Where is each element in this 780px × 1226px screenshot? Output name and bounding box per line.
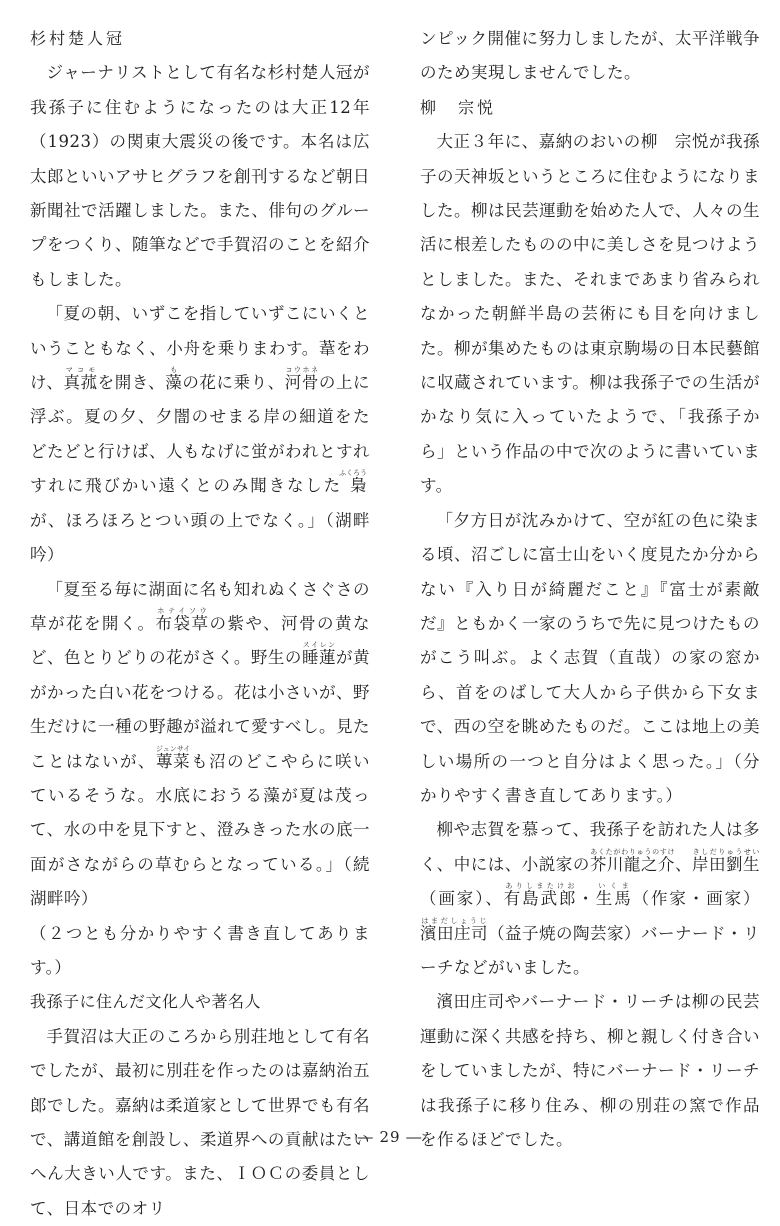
- quote-word-ashi: 葦: [318, 338, 336, 358]
- para-text: 、: [674, 854, 692, 874]
- paragraph-sugimura-intro: ジャーナリストとして有名な杉村楚人冠が我孫子に住むようになったのは大正12年（1923）の関東大震災の後です。本名は広太郎といいアサヒグラフを創刊するなど朝日新聞社で活躍しました。また、俳句のグループをつくり、随筆などで手賀沼のことを紹介もしました。: [30, 63, 370, 289]
- ruby-akutagawa: [589, 847, 675, 874]
- ruby-reading: ホテイソウ: [155, 606, 209, 615]
- ruby-base: 梟: [339, 476, 367, 496]
- paragraph-yanagi: 大正３年に、嘉納のおいの柳 宗悦が我孫子の天神坂というところに住むようになりました。柳は民芸運動を始めた人で、人々の生活に根差したものの中に美しさを見つけようとしました。また、それまであまり省みられなかった朝鮮半島の芸術にも目を向けました。柳が集めたものは東京駒場の日本民藝館に収蔵されています。柳は我孫子での生活がかなり気に入っていたようで、「我孫子から」という作品の中で次のように書いています。: [420, 132, 760, 496]
- para-text: （作家・画家）: [632, 889, 761, 909]
- ruby-hamada: [420, 916, 488, 943]
- quote-zoku-kohangin: [30, 573, 370, 917]
- ruby-ikuma: [595, 882, 633, 909]
- quote-abiko-kara: [420, 504, 760, 814]
- ruby-reading: も: [165, 366, 183, 375]
- ruby-reading: ありしまたけお: [503, 882, 576, 891]
- ruby-kishida: [691, 847, 761, 874]
- ruby-reading: はまだしょうじ: [420, 916, 488, 925]
- page-number: ― 29 ―: [357, 1128, 423, 1146]
- heading-yanagi: 柳 宗悦: [420, 97, 497, 117]
- note-rewritten: （分かりやすく書き直してあります。）: [420, 751, 761, 805]
- ruby-base: 睡蓮: [301, 648, 336, 668]
- ruby-base: 真菰: [63, 373, 98, 393]
- ruby-base: 蓴菜: [155, 751, 191, 771]
- ruby-base: 岸田劉生: [691, 854, 761, 874]
- quote-text: 「夏至る毎に湖面に名も知れぬくさぐさの草が花を開く。: [30, 579, 370, 633]
- ruby-base: 生馬: [595, 889, 633, 909]
- ruby-reading: ふくろう: [339, 469, 367, 478]
- ruby-reading: コウホネ: [284, 366, 319, 375]
- quote-text: 「夏の朝、いずこを指していずこにいくということもなく、小舟を乗りまわす。: [30, 304, 370, 358]
- right-column: [420, 22, 760, 1157]
- ruby-makomo: [63, 366, 98, 393]
- ruby-reading: スイレン: [301, 641, 336, 650]
- left-column: [30, 22, 370, 1226]
- quote-text: を開き、: [97, 373, 166, 393]
- quote-text: の花に乗り、: [182, 373, 285, 393]
- ruby-base: 布袋草: [155, 613, 210, 633]
- para-text: 柳や志賀を慕って、我孫子を訪れた人は多く、中には、小説家の: [420, 820, 760, 874]
- ruby-hoteisou: [155, 606, 210, 633]
- ruby-fukurou: [339, 469, 367, 496]
- ruby-base: 有島武郎: [503, 889, 578, 909]
- paragraph-leach: 濱田庄司やバーナード・リーチは柳の民芸運動に深く共感を持ち、柳と親しく付き合いをしていましたが、特にバーナード・リーチは我孫子に移り住み、柳の別荘の窯で作品を作るほどでした。: [420, 992, 760, 1149]
- para-text: （益子焼の陶芸家）バーナード・リーチなどがいました。: [420, 923, 760, 977]
- ruby-reading: いくま: [595, 882, 632, 891]
- ruby-junsai: [155, 744, 191, 771]
- para-text: （画家）、: [420, 889, 504, 909]
- paragraph-visitors: [420, 813, 760, 985]
- quote-text: が黄がかった白い花をつける。花は小さいが、野生だけに一種の野趣が溢れて愛すべし。見たことはないが、: [30, 648, 371, 771]
- ruby-reading: ジュンサイ: [155, 744, 191, 753]
- ruby-suiren: [301, 641, 336, 668]
- ruby-base: 芥川龍之介: [589, 854, 675, 874]
- quote-text: が、ほろほろとつい頭の上でなく。」（湖畔吟）: [30, 510, 370, 565]
- ruby-base: 濱田庄司: [420, 923, 488, 943]
- ruby-arishima: [503, 882, 578, 909]
- heading-cultural-figures: 我孫子に住んだ文化人や著名人: [30, 992, 262, 1012]
- ruby-base: 河骨: [284, 373, 319, 393]
- paragraph-kano-continued: ンピック開催に努力しましたが、太平洋戦争のため実現しませんでした。: [420, 29, 760, 83]
- heading-sugimura: 杉村楚人冠: [30, 29, 126, 48]
- quote-kohangin: [30, 297, 370, 572]
- para-text: ・: [577, 889, 596, 909]
- ruby-reading: マコモ: [63, 366, 98, 375]
- ruby-reading: あくたがわりゅうのすけ: [589, 847, 675, 856]
- ruby-base: 藻: [165, 373, 183, 393]
- quote-text: の上に浮ぶ。夏の夕、夕闇のせまる岸の細道をたどたどと行けば、人もなげに蛍がわれとすれすれに飛びかい遠くとのみ聞きなした: [30, 373, 371, 496]
- ruby-mo: [165, 366, 183, 393]
- note-rewritten-both: （２つとも分かりやすく書き直してあります。）: [30, 923, 370, 977]
- quote-text: の紫や、河骨の黄など、色とりどりの花がさく。野生の: [30, 613, 371, 668]
- ruby-kouhone: [284, 366, 319, 393]
- paragraph-kano: 手賀沼は大正のころから別荘地として有名でしたが、最初に別荘を作ったのは嘉納治五郎でした。嘉納は柔道家として世界でも有名で、講道館を創設し、柔道界への貢献はたいへん大きい人です。また、ＩＯＣの委員として、日本でのオリ: [30, 1026, 370, 1218]
- quote-text: をわけ、: [30, 338, 371, 393]
- quote-text: 「夕方日が沈みかけて、空が紅の色に染まる頃、沼ごしに富士山をいく度見たか分からない『入り日が綺麗だこと』『富士が素敵だ』ともかく一家のうちで先に見つけたものがこう叫ぶ。よく志賀（直哉）の家の窓から、首をのばして大人から子供から下女まで、西の空を眺めたものだ。ここは地上の美しい場所の一つと自分はよく思った。」: [420, 510, 760, 771]
- quote-text: も沼のどこやらに咲いているそうな。水底におうる藻が夏は茂って、水の中を見下すと、澄みきった水の底一面がさながらの草むらとなっている。」（続湖畔吟）: [30, 751, 371, 909]
- ruby-reading: きしだりゅうせい: [691, 847, 761, 856]
